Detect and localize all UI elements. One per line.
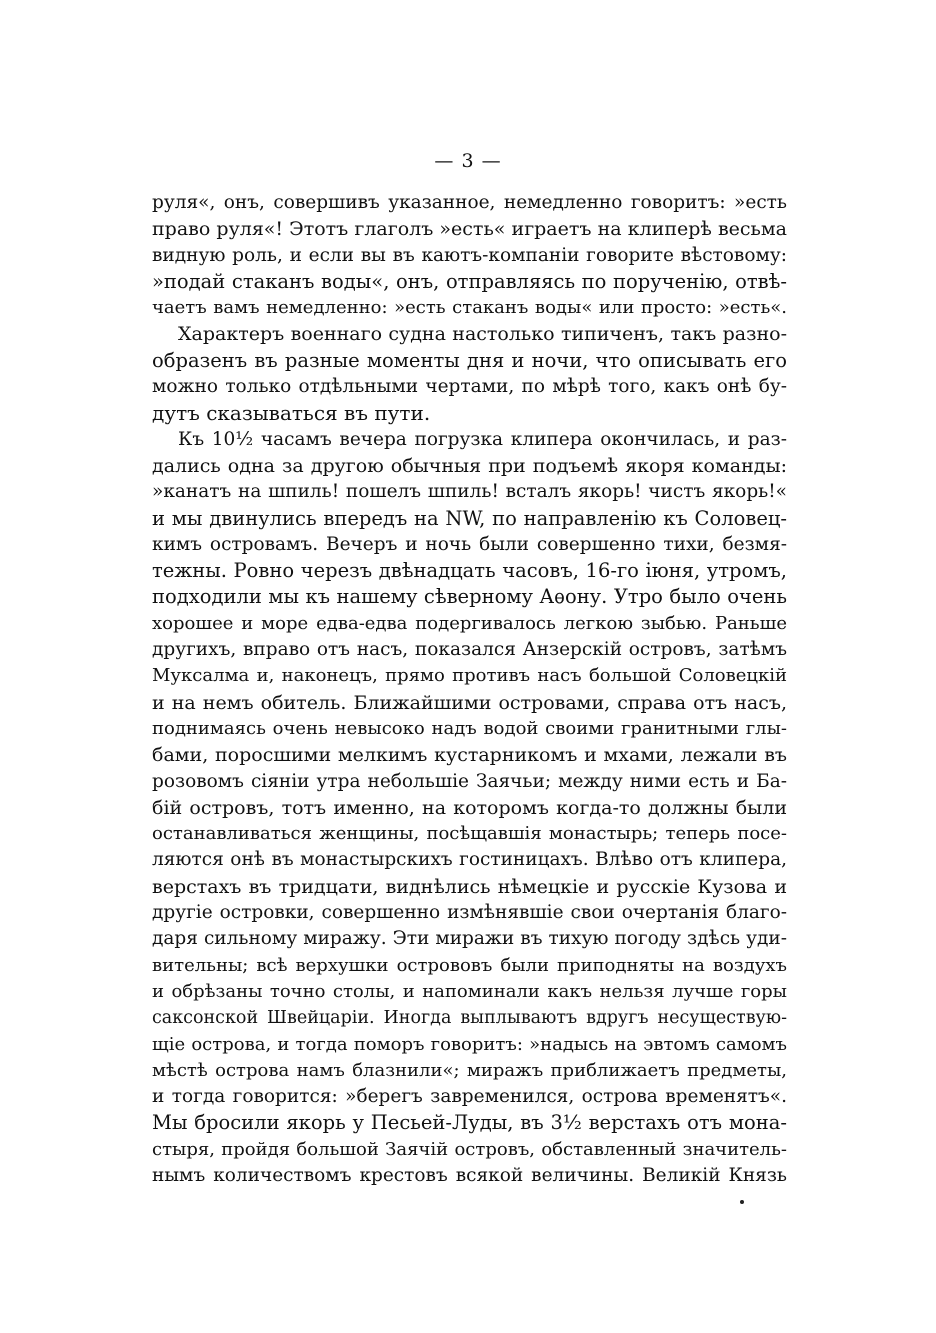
text-line: вительны; всѣ верхушки острововъ были приподняты на воздухъ — [152, 954, 787, 976]
text-line: и обрѣзаны точно столы, и напоминали какъ нельзя лучше горы — [152, 980, 787, 1002]
text-line: хорошее и море едва-едва подергивалось легкою зыбью. Раньше — [152, 612, 787, 634]
text-line: поднимаясь очень невысоко надъ водой своими гранитными глы- — [152, 717, 787, 739]
text-line: мѣстѣ острова намъ блазнили«; миражъ приближаетъ предметы, — [152, 1059, 787, 1081]
text-line: другіе островки, совершенно измѣнявшіе свои очертанія благо- — [152, 902, 787, 924]
text-line: »канатъ на шпиль! пошелъ шпиль! всталъ якорь! чистъ якорь!« — [152, 481, 787, 503]
text-line: щіе острова, и тогда поморъ говоритъ: »надысь на эвтомъ самомъ — [152, 1033, 787, 1055]
text-line: подходили мы къ нашему сѣверному Аѳону. Утро было очень — [152, 585, 787, 609]
paragraph-end-line: дутъ сказываться въ пути. — [152, 401, 431, 426]
text-line: останавливаться женщины, посѣщавшія монастырь; теперь посе- — [152, 823, 787, 845]
text-line: чаетъ вамъ немедленно: »есть стаканъ воды« или просто: »есть«. — [152, 297, 787, 319]
text-line: верстахъ въ тридцати, виднѣлись нѣмецкіе и русскіе Кузова и — [152, 875, 787, 898]
text-line: нымъ количествомъ крестовъ всякой величины. Великій Князь — [152, 1164, 787, 1186]
text-line: ляются онѣ въ монастырскихъ гостиницахъ. Влѣво отъ клипера, — [152, 849, 787, 871]
print-speck — [740, 1200, 744, 1204]
text-line: бами, поросшими мелкимъ кустарникомъ и мхами, лежали въ — [152, 744, 787, 767]
text-line: образенъ въ разные моменты дня и ночи, что описывать его — [152, 348, 787, 372]
text-line: Мы бросили якорь у Песьей-Луды, въ 3½ верстахъ отъ мона- — [152, 1111, 787, 1135]
text-line: и тогда говорится: »берегъ завременился, острова временятъ«. — [152, 1086, 787, 1108]
text-line: »подай стаканъ воды«, онъ, отправляясь по порученію, отвѣ- — [152, 269, 787, 293]
text-line: тежны. Ровно черезъ двѣнадцать часовъ, 16-го іюня, утромъ, — [152, 559, 787, 583]
text-line: и мы двинулись впередъ на NW, по направленію къ Соловец- — [152, 506, 787, 530]
text-line: право руля«! Этотъ глаголъ »есть« играетъ на клиперѣ весьма — [152, 218, 787, 241]
text-line: другихъ, вправо отъ насъ, показался Анзерскій островъ, затѣмъ — [152, 639, 787, 661]
text-line: стыря, пройдя большой Заячій островъ, обставленный значитель- — [152, 1138, 787, 1160]
paragraph-start-line: Характеръ военнаго судна настолько типиченъ, такъ разно- — [178, 323, 787, 346]
text-line: бій островъ, тотъ именно, на которомъ когда-то должны были — [152, 796, 787, 819]
page-number: — 3 — — [434, 150, 502, 172]
text-line: розовомъ сіяніи утра небольшіе Заячьи; между ними есть и Ба- — [152, 770, 787, 792]
text-line: саксонской Швейцаріи. Иногда выплываютъ вдругъ несуществую- — [152, 1008, 787, 1029]
text-line: можно только отдѣльными чертами, по мѣрѣ того, какъ онѣ бу- — [152, 376, 787, 398]
text-line: и на немъ обитель. Ближайшими островами, справа отъ насъ, — [152, 691, 787, 714]
text-line: даря сильному миражу. Эти миражи въ тихую погоду здѣсь уди- — [152, 928, 787, 950]
text-line: руля«, онъ, совершивъ указанное, немедленно говоритъ: »есть — [152, 192, 787, 213]
text-line: кимъ островамъ. Вечеръ и ночь были совершенно тихи, безмя- — [152, 533, 787, 555]
text-line: Муксалма и, наконецъ, прямо противъ насъ большой Соловецкій — [152, 665, 787, 687]
text-line: видную роль, и если вы въ каютъ-компаніи говорите вѣстовому: — [152, 244, 787, 266]
text-line: дались одна за другою обычныя при подъемѣ якоря команды: — [152, 454, 787, 477]
paragraph-start-line: Къ 10½ часамъ вечера погрузка клипера окончилась, и раз- — [178, 428, 787, 450]
body-text — [152, 190, 787, 1189]
